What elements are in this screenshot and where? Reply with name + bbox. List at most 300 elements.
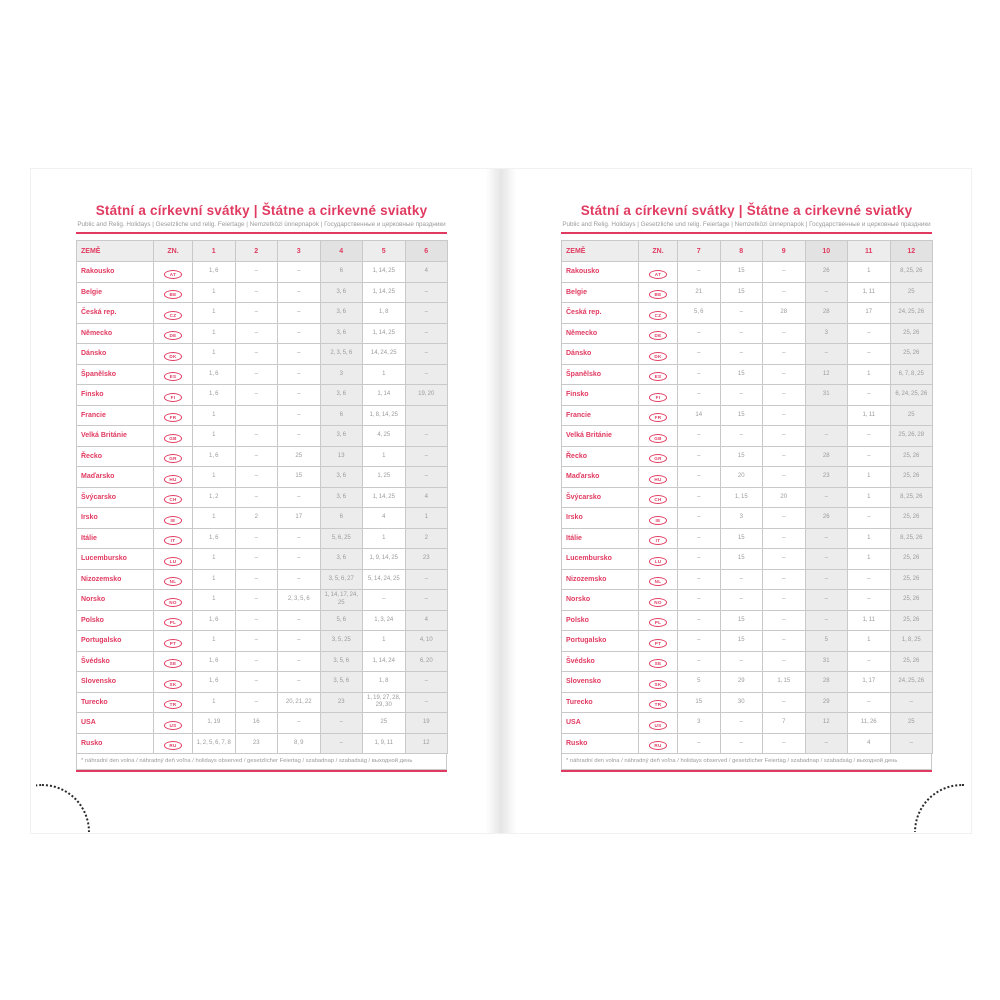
country-code-cell [154,549,193,570]
holiday-cell: – [235,487,278,508]
holiday-cell: – [678,344,721,365]
country-code-cell [154,651,193,672]
table-row [77,713,448,734]
holiday-cell: – [235,467,278,488]
country-code-cell [639,713,678,734]
holiday-cell: 3 [720,508,763,529]
holiday-cell: 1 [363,446,406,467]
country-code-oval: DE [164,331,182,340]
holiday-cell: 3 [678,713,721,734]
table-row [77,651,448,672]
holiday-cell: – [848,692,891,713]
holiday-cell: – [848,508,891,529]
country-name: Norsko [77,590,154,611]
country-code-oval: PT [164,639,182,648]
country-name: Portugalsko [77,631,154,652]
holiday-cell: 25 [278,446,321,467]
table-row [77,528,448,549]
table-row [562,508,933,529]
holiday-cell: – [235,651,278,672]
country-code-cell [154,631,193,652]
holiday-cell: – [235,303,278,324]
holiday-cell: 4, 10 [405,631,448,652]
holiday-cell: – [678,569,721,590]
table-row [562,631,933,652]
country-code-cell [154,569,193,590]
holiday-cell: 25 [890,405,933,426]
month-header: 10 [805,241,848,262]
holiday-cell: – [763,282,806,303]
footnote: * náhradní den volna / náhradný deň voľna / holidays observed / gesetzlicher Feiertag / szabadnap / szabadság / выходной день [76,754,447,770]
month-header: 4 [320,241,363,262]
holiday-cell: 1 [848,549,891,570]
country-code-oval: PT [649,639,667,648]
holiday-cell: 5, 6 [320,610,363,631]
holiday-cell: 12 [805,713,848,734]
holiday-cell: 25, 26, 28 [890,426,933,447]
holiday-cell: 25, 26 [890,549,933,570]
left-page [76,203,447,772]
holiday-cell: 1, 8 [363,303,406,324]
holiday-cell: 15 [720,549,763,570]
holiday-cell: – [805,344,848,365]
country-code-oval: PL [164,618,182,627]
table-row [77,282,448,303]
holiday-cell: 15 [678,692,721,713]
holiday-cell: – [720,344,763,365]
country-name: Rusko [562,733,639,754]
table-row [562,610,933,631]
holiday-cell: – [235,323,278,344]
holiday-cell: – [763,508,806,529]
holiday-cell: 1, 14, 25 [363,487,406,508]
country-code-cell [154,733,193,754]
country-code-oval: TR [164,700,182,709]
holiday-cell: – [763,262,806,283]
country-name: Rusko [77,733,154,754]
country-name: Belgie [562,282,639,303]
holiday-cell: – [805,549,848,570]
holiday-cell: – [763,323,806,344]
country-code-oval: PL [649,618,667,627]
holiday-cell: 26 [805,508,848,529]
country-code-oval: BE [649,290,667,299]
holiday-cell: – [678,733,721,754]
table-row [77,323,448,344]
country-name: Švýcarsko [562,487,639,508]
holiday-cell: 3, 6 [320,282,363,303]
country-name: Rakousko [562,262,639,283]
country-code-oval: CH [649,495,667,504]
holiday-cell: 15 [720,282,763,303]
holiday-cell: 16 [235,713,278,734]
holiday-cell: – [848,426,891,447]
holiday-cell: – [405,344,448,365]
code-column-header: ZN. [639,241,678,262]
holiday-cell: 25, 26 [890,610,933,631]
holiday-cell: – [278,549,321,570]
holiday-cell: 25 [363,713,406,734]
country-code-oval: NL [649,577,667,586]
country-code-cell [639,467,678,488]
country-code-cell [154,282,193,303]
holiday-cell: 4 [848,733,891,754]
holiday-cell: – [763,549,806,570]
country-code-cell [639,303,678,324]
holiday-cell: – [405,446,448,467]
country-code-cell [154,426,193,447]
country-name: Irsko [77,508,154,529]
country-name: Španělsko [77,364,154,385]
holiday-cell: – [278,303,321,324]
country-code-oval: CH [164,495,182,504]
holiday-cell: 1 [848,487,891,508]
country-code-oval: IE [649,516,667,525]
country-code-cell [639,733,678,754]
holiday-cell: – [235,590,278,611]
country-code-cell [154,344,193,365]
holiday-cell: 1 [405,508,448,529]
holiday-cell: – [678,508,721,529]
holiday-cell: 5, 6, 25 [320,528,363,549]
holiday-cell: – [720,590,763,611]
holiday-cell: – [235,610,278,631]
table-row [562,467,933,488]
holiday-cell: – [763,364,806,385]
holiday-cell: – [890,692,933,713]
holiday-cell: 4 [405,487,448,508]
country-code-oval: LU [164,557,182,566]
table-row [77,733,448,754]
holiday-cell: 5, 14, 24, 25 [363,569,406,590]
table-row [562,405,933,426]
holiday-cell: – [720,651,763,672]
holiday-cell: 4 [405,610,448,631]
country-code-oval: RU [649,741,667,750]
holiday-cell: 1 [193,426,236,447]
holiday-cell: 3, 6 [320,303,363,324]
country-code-cell [639,651,678,672]
holiday-cell: 28 [763,303,806,324]
holiday-cell: – [278,385,321,406]
country-code-cell [154,528,193,549]
holiday-cell: – [405,672,448,693]
holiday-cell: – [720,303,763,324]
country-code-cell [154,508,193,529]
country-code-oval: RU [164,741,182,750]
holiday-cell: – [405,364,448,385]
holiday-cell: 3, 6 [320,467,363,488]
holiday-cell: – [278,569,321,590]
country-name: Finsko [77,385,154,406]
holiday-cell: 1 [848,262,891,283]
country-code-oval: US [649,721,667,730]
title-rule [561,232,932,234]
holiday-cell: – [805,733,848,754]
header-row [562,241,933,262]
holiday-cell: 6, 24, 25, 26 [890,385,933,406]
holiday-cell: 17 [848,303,891,324]
country-code-oval: SE [164,659,182,668]
holiday-cell: 3, 6 [320,385,363,406]
holiday-cell: – [890,733,933,754]
country-name: Řecko [77,446,154,467]
country-code-oval: ES [164,372,182,381]
holiday-cell: – [278,344,321,365]
holiday-cell: – [763,426,806,447]
bottom-rule [76,770,447,772]
holiday-cell: 14, 24, 25 [363,344,406,365]
dotted-arc [914,784,964,832]
holiday-cell: – [763,733,806,754]
holiday-cell: – [235,569,278,590]
table-row [562,323,933,344]
country-code-cell [154,467,193,488]
holiday-cell: – [278,487,321,508]
country-code-oval: FR [649,413,667,422]
holiday-cell: – [763,467,806,488]
holiday-cell: 25, 26 [890,467,933,488]
bottom-rule [561,770,932,772]
country-code-cell [154,405,193,426]
page-title: Státní a církevní svátky | Štátne a cirkevné sviatky [580,203,913,218]
holiday-cell: 1 [363,528,406,549]
country-code-oval: GB [649,434,667,443]
holiday-cell: 1, 14, 25 [363,262,406,283]
holiday-cell: 1, 14, 25 [363,282,406,303]
table-row [77,610,448,631]
holiday-cell: 3, 6 [320,549,363,570]
country-code-oval: AT [164,270,182,279]
country-code-cell [639,692,678,713]
holiday-cell: – [763,344,806,365]
holiday-cell: – [405,282,448,303]
country-name: Maďarsko [562,467,639,488]
country-name: Rakousko [77,262,154,283]
holiday-cell: 29 [720,672,763,693]
holiday-cell: 19 [405,713,448,734]
holiday-cell: – [405,323,448,344]
holiday-cell: 24, 25, 26 [890,672,933,693]
country-code-cell [154,323,193,344]
country-name: Dánsko [77,344,154,365]
country-code-oval: HU [164,475,182,484]
country-name: Švýcarsko [77,487,154,508]
holiday-cell: – [235,364,278,385]
title-rule [76,232,447,234]
holiday-cell: 1 [193,508,236,529]
holiday-cell: – [278,610,321,631]
table-row [562,262,933,283]
holiday-cell: 20, 21, 22 [278,692,321,713]
holiday-cell: 3, 5, 6 [320,672,363,693]
holiday-cell: 5, 6 [678,303,721,324]
holiday-cell: – [763,405,806,426]
holiday-cell: 6 [320,508,363,529]
holiday-cell: 1 [848,364,891,385]
holiday-cell: 1, 17 [848,672,891,693]
holiday-cell: 1 [193,692,236,713]
holiday-cell: – [678,262,721,283]
holiday-cell: 23 [405,549,448,570]
holiday-cell: 19, 20 [405,385,448,406]
country-code-oval: LU [649,557,667,566]
holiday-cell: 15 [720,631,763,652]
page-gutter-shadow [486,169,516,833]
holiday-cell: 8, 25, 26 [890,528,933,549]
month-header: 5 [363,241,406,262]
holiday-cell: 1 [193,303,236,324]
table-row [562,733,933,754]
holiday-cell: – [805,282,848,303]
holiday-cell [405,405,448,426]
holiday-cell: – [235,385,278,406]
holiday-cell: – [235,528,278,549]
holiday-cell: – [235,344,278,365]
country-name: Polsko [77,610,154,631]
holiday-cell: 23 [320,692,363,713]
country-code-cell [639,672,678,693]
holiday-cell: – [235,426,278,447]
country-code-oval: US [164,721,182,730]
holiday-cell: 1 [848,528,891,549]
month-header: 1 [193,241,236,262]
holiday-cell: 1, 15 [763,672,806,693]
holiday-cell: 1 [193,631,236,652]
country-code-oval: TR [649,700,667,709]
holiday-cell: 24, 25, 26 [890,303,933,324]
holiday-cell: 1, 6 [193,262,236,283]
table-row [562,426,933,447]
table-row [77,672,448,693]
holiday-cell: 25, 26 [890,508,933,529]
holiday-cell: 1, 14, 17, 24, 25 [320,590,363,611]
table-row [562,651,933,672]
country-name: Polsko [562,610,639,631]
holiday-cell: 3, 6 [320,487,363,508]
month-header: 9 [763,241,806,262]
country-name: Česká rep. [562,303,639,324]
holiday-cell: 1, 11 [848,610,891,631]
table-row [77,344,448,365]
holiday-cell: – [678,549,721,570]
holiday-cell: 4 [363,508,406,529]
diary-spread [30,168,972,834]
holiday-cell: 6 [320,405,363,426]
holiday-cell: – [278,713,321,734]
country-code-cell [639,262,678,283]
country-name: Belgie [77,282,154,303]
country-code-oval: SE [649,659,667,668]
page-subtitle: Public and Relig. Holidays | Gesetzliche und relig. Feiertage | Nemzetközi ünnepnapok | Государственные и церковные праздники [77,221,446,228]
holiday-cell: 20 [763,487,806,508]
code-column-header: ZN. [154,241,193,262]
holiday-cell: – [678,528,721,549]
holidays-table-right [561,240,933,754]
country-name: Norsko [562,590,639,611]
holiday-cell: 25, 26 [890,590,933,611]
table-row [562,713,933,734]
holiday-cell: 25, 26 [890,344,933,365]
country-code-cell [639,508,678,529]
country-code-oval: GR [649,454,667,463]
holiday-cell: – [678,426,721,447]
page-title: Státní a církevní svátky | Štátne a cirkevné sviatky [95,203,428,218]
country-code-oval: FR [164,413,182,422]
holiday-cell: 23 [235,733,278,754]
holiday-cell: – [278,631,321,652]
holiday-cell: 1 [193,405,236,426]
country-name: Nizozemsko [77,569,154,590]
holiday-cell: 28 [805,446,848,467]
holiday-cell: 15 [720,262,763,283]
month-header: 11 [848,241,891,262]
holiday-cell: 30 [720,692,763,713]
dotted-arc [36,784,90,832]
holiday-cell: – [848,323,891,344]
country-code-cell [154,672,193,693]
month-header: 7 [678,241,721,262]
table-row [77,385,448,406]
holiday-cell: 8, 25, 26 [890,487,933,508]
holiday-cell: – [720,426,763,447]
country-code-oval: BE [164,290,182,299]
holiday-cell: – [763,610,806,631]
page-subtitle: Public and Relig. Holidays | Gesetzliche und relig. Feiertage | Nemzetközi ünnepnapok | Государственные и церковные праздники [562,221,931,228]
month-header: 8 [720,241,763,262]
country-code-oval: FI [164,393,182,402]
country-code-oval: HU [649,475,667,484]
holiday-cell: – [763,590,806,611]
holiday-cell: – [678,610,721,631]
country-name: USA [562,713,639,734]
country-name: Portugalsko [562,631,639,652]
holiday-cell: 1, 11 [848,405,891,426]
holiday-cell: 1, 3, 24 [363,610,406,631]
holiday-cell: – [763,569,806,590]
country-name: USA [77,713,154,734]
table-row [562,344,933,365]
country-code-oval: GR [164,454,182,463]
holiday-cell: 1, 14, 25 [363,323,406,344]
holiday-cell: 1, 19 [193,713,236,734]
holiday-cell: 1, 6 [193,385,236,406]
table-row [562,282,933,303]
country-code-cell [639,528,678,549]
holiday-cell: 2 [235,508,278,529]
holiday-cell: – [848,446,891,467]
country-name: Švédsko [562,651,639,672]
holiday-cell: 3, 5, 25 [320,631,363,652]
holiday-cell: 28 [805,303,848,324]
holiday-cell: 31 [805,651,848,672]
holiday-cell: 1, 14 [363,385,406,406]
table-row [77,692,448,713]
country-column-header: ZEMĚ [562,241,639,262]
holiday-cell: 1, 6 [193,364,236,385]
country-code-cell [639,631,678,652]
holiday-cell: 15 [720,364,763,385]
dotted-corner-ornament-right [908,782,964,832]
country-code-oval: CZ [164,311,182,320]
country-code-oval: IE [164,516,182,525]
holiday-cell: – [763,528,806,549]
holiday-cell: 3, 6 [320,426,363,447]
holiday-cell: – [278,528,321,549]
holiday-cell: – [805,610,848,631]
country-code-oval: GB [164,434,182,443]
holiday-cell: 4 [405,262,448,283]
